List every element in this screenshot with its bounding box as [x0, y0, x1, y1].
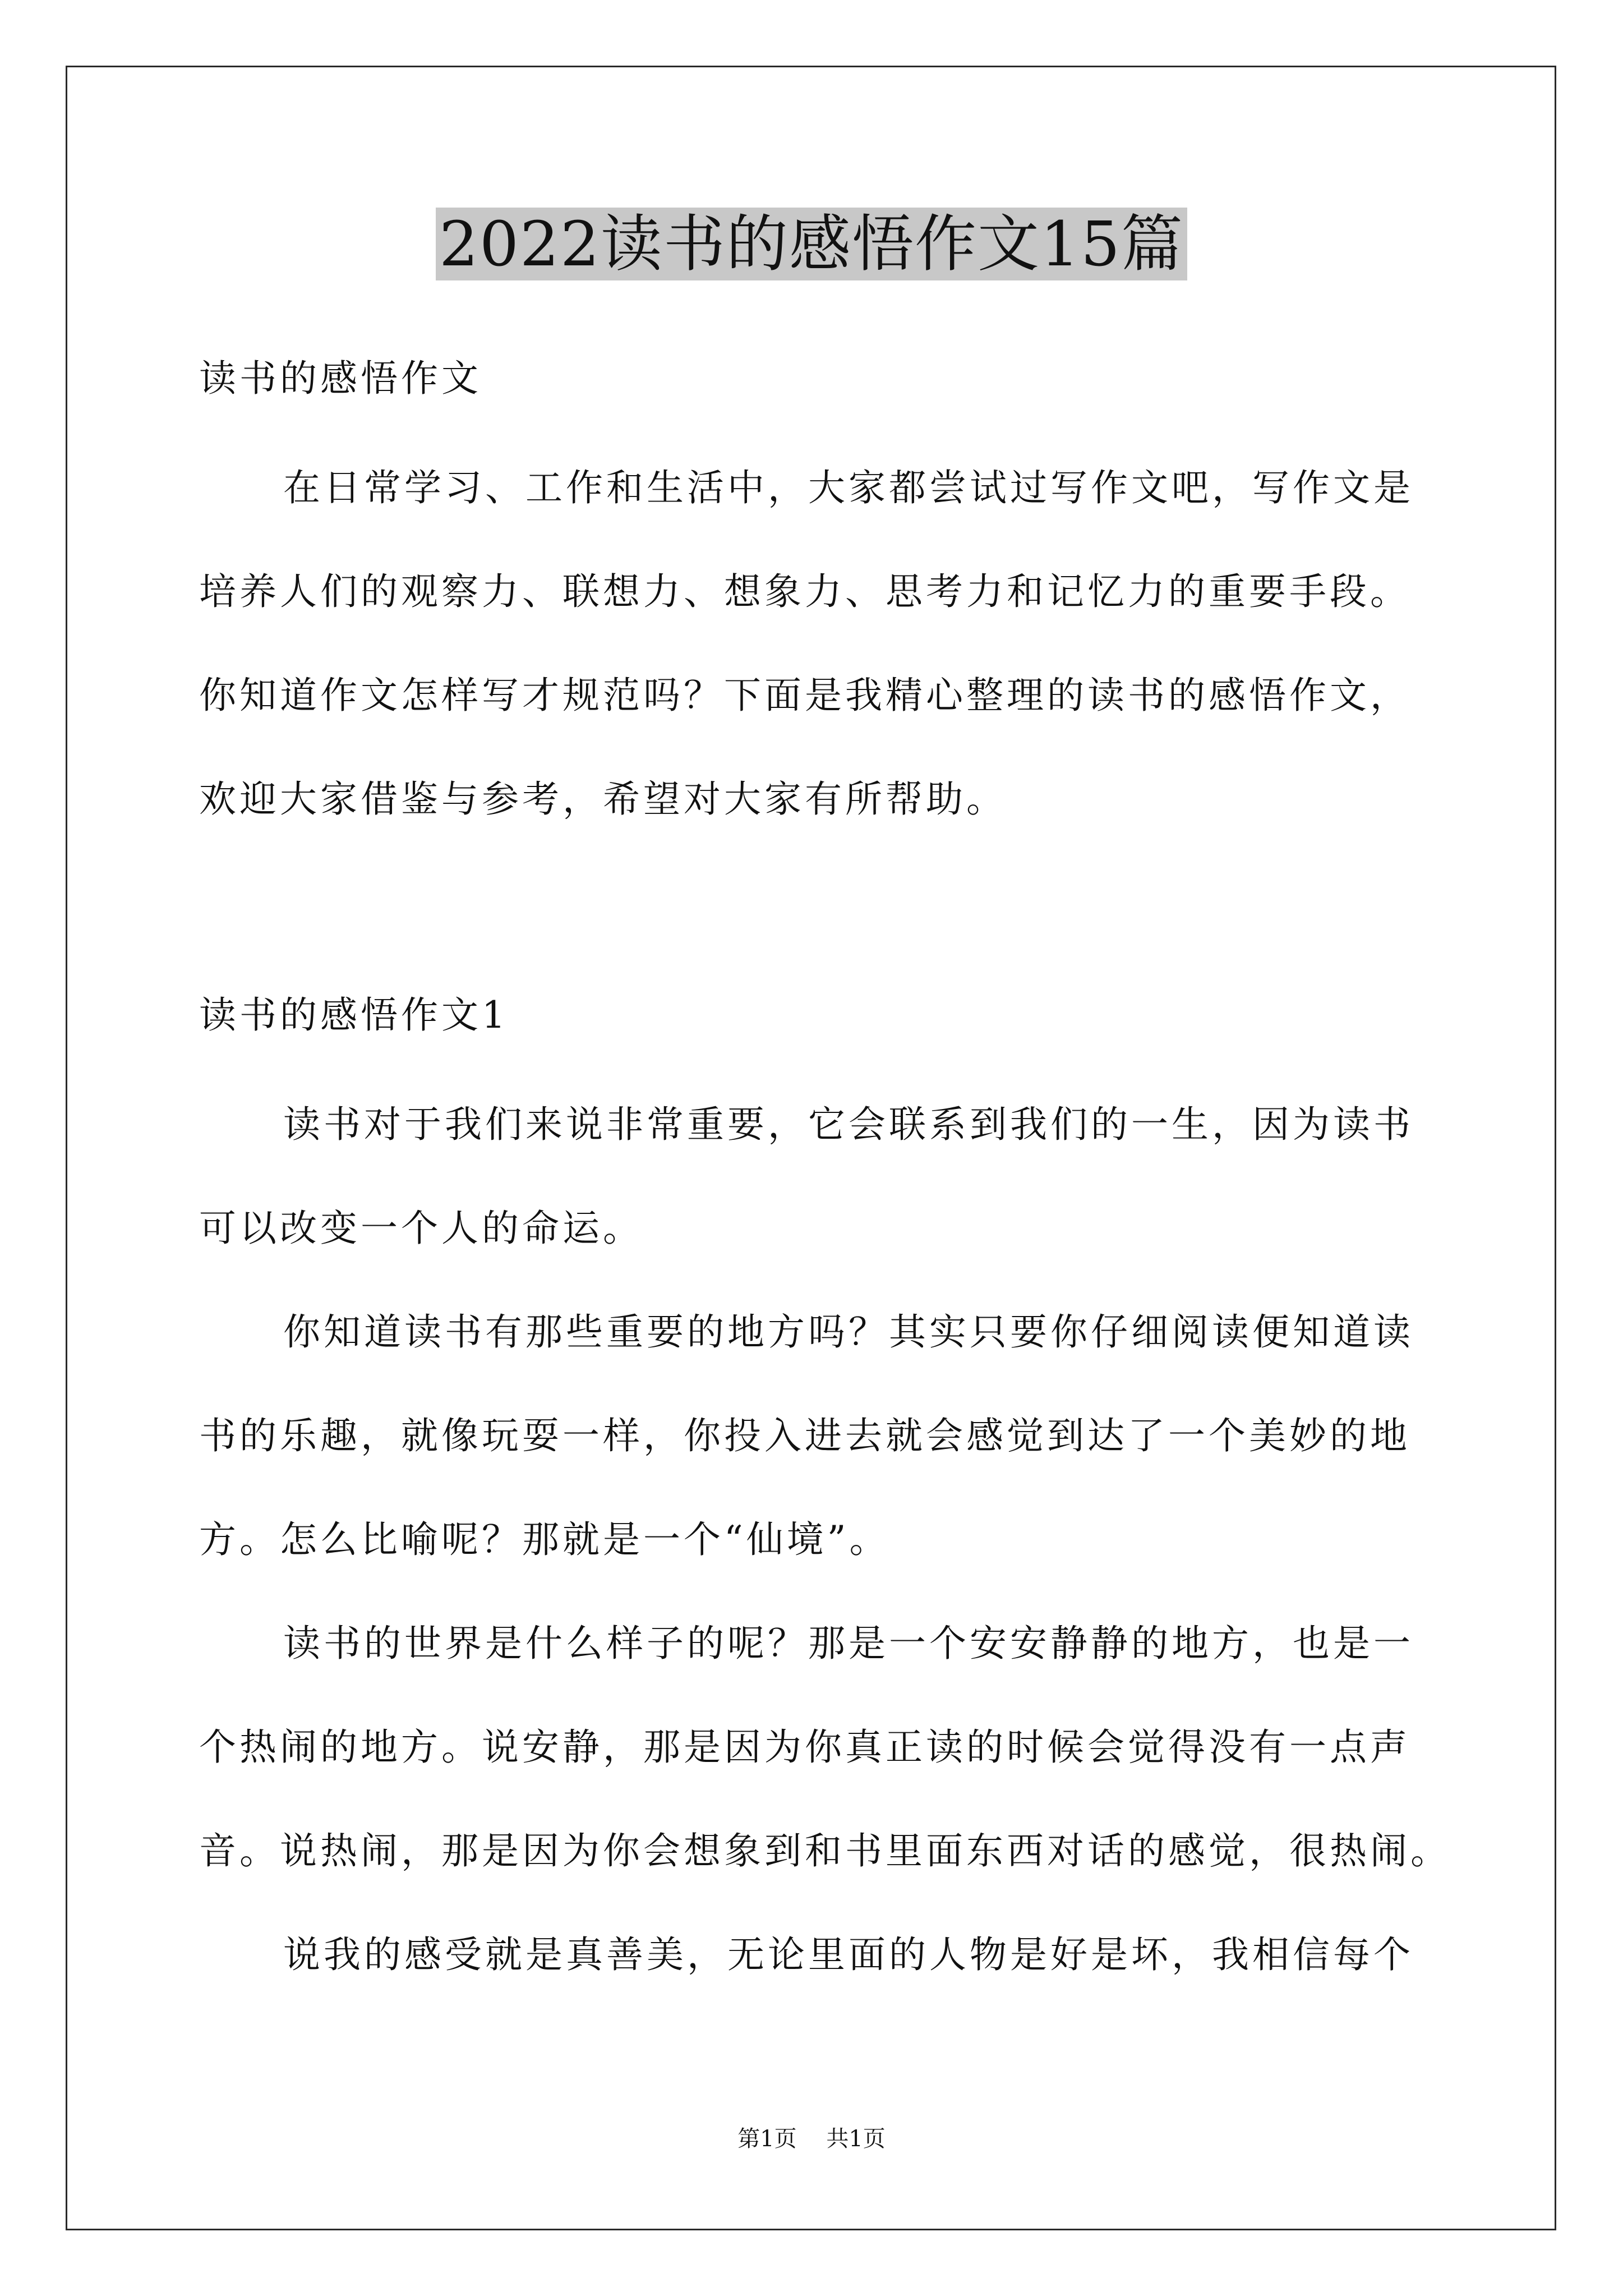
page-footer — [0, 2125, 1623, 2153]
intro-line: 欢迎大家借鉴与参考，希望对大家有所帮助。 — [199, 777, 1007, 821]
paragraph-line: 个热闹的地方。说安静，那是因为你真正读的时候会觉得没有一点声 — [199, 1726, 1410, 1769]
section-heading: 读书的感悟作文1 — [199, 993, 509, 1037]
page-number-total: 共1页 — [826, 2126, 886, 2152]
intro-line: 在日常学习、工作和生活中，大家都尝试过写作文吧，写作文是 — [283, 466, 1414, 509]
paragraph-line: 方。怎么比喻呢？那就是一个“仙境”。 — [199, 1518, 890, 1561]
document-title: 2022读书的感悟作文15篇 — [436, 208, 1187, 280]
page-number-current: 第1页 — [737, 2126, 797, 2152]
paragraph-line: 你知道读书有那些重要的地方吗？其实只要你仔细阅读便知道读 — [283, 1310, 1414, 1354]
intro-heading: 读书的感悟作文 — [199, 357, 482, 400]
paragraph-line: 可以改变一个人的命运。 — [199, 1207, 643, 1250]
paragraph-line: 读书的世界是什么样子的呢？那是一个安安静静的地方，也是一 — [283, 1622, 1414, 1665]
paragraph-line: 说我的感受就是真善美，无论里面的人物是好是坏，我相信每个 — [283, 1933, 1414, 1976]
intro-line: 你知道作文怎样写才规范吗？下面是我精心整理的读书的感悟作文， — [199, 674, 1410, 717]
paragraph-line: 读书对于我们来说非常重要，它会联系到我们的一生，因为读书 — [283, 1103, 1414, 1146]
paragraph-line: 书的乐趣，就像玩耍一样，你投入进去就会感觉到达了一个美妙的地 — [199, 1414, 1410, 1457]
intro-line: 培养人们的观察力、联想力、想象力、思考力和记忆力的重要手段。 — [199, 570, 1410, 613]
title-container — [0, 208, 1623, 280]
paragraph-line: 音。说热闹，那是因为你会想象到和书里面东西对话的感觉，很热闹。 — [199, 1829, 1451, 1872]
